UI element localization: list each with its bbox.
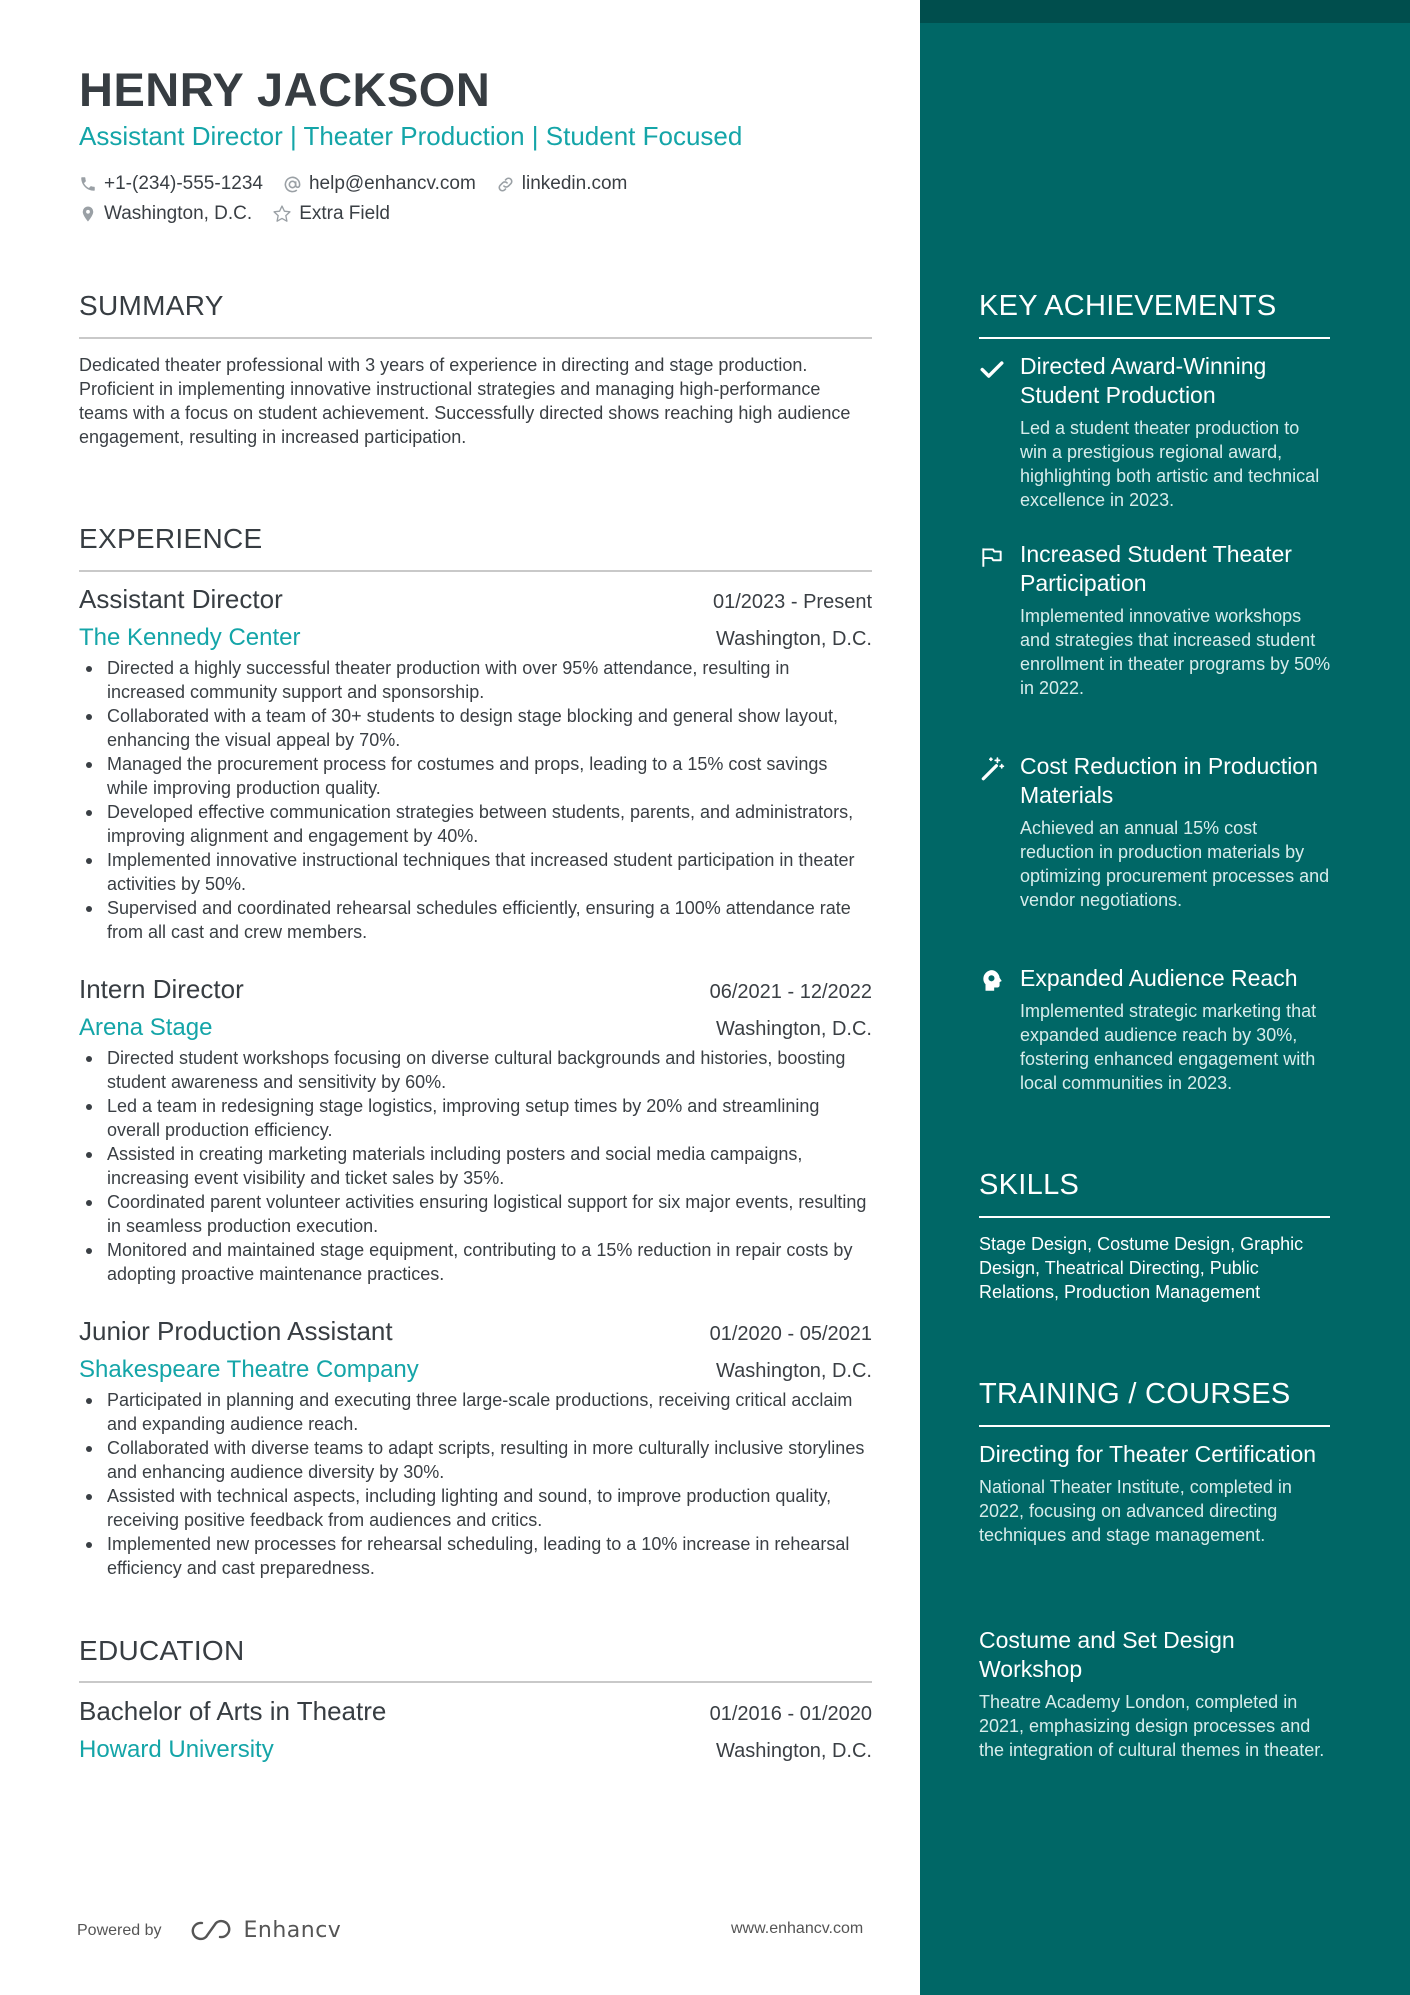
education-location: Washington, D.C. <box>716 1740 872 1762</box>
extra-field-contact <box>272 203 390 225</box>
checkmark-icon <box>979 356 1005 382</box>
at-icon <box>283 175 302 194</box>
achievement-item <box>979 752 1331 912</box>
achievement-title: Cost Reduction in Production Materials <box>1020 753 1318 808</box>
job-dates: 06/2021 - 12/2022 <box>709 981 872 1003</box>
job-company: Shakespeare Theatre Company <box>79 1356 419 1383</box>
tagline: Assistant Director | Theater Production | Student Focused <box>79 121 743 151</box>
star-icon <box>272 204 292 224</box>
job-dates: 01/2023 - Present <box>713 591 872 613</box>
job-bullet: Monitored and maintained stage equipment, contributing to a 15% reduction in repair costs by adopting proactive maintenance practices. <box>107 1238 872 1286</box>
job-bullets <box>79 1046 872 1286</box>
education-title: EDUCATION <box>79 1635 245 1666</box>
job-bullet: Directed student workshops focusing on diverse cultural backgrounds and histories, boosting student awareness and sensitivity by 60%. <box>107 1046 872 1094</box>
job-bullet: Directed a highly successful theater production with over 95% attendance, resulting in increased community support and sponsorship. <box>107 656 872 704</box>
contact-row-1 <box>79 173 647 195</box>
phone-text: +1-(234)-555-1234 <box>104 173 263 194</box>
job-bullets <box>79 656 872 944</box>
course-item <box>979 1440 1331 1547</box>
job-location: Washington, D.C. <box>716 1018 872 1040</box>
powered-by-text: Powered by <box>77 1921 162 1939</box>
experience-divider <box>79 570 872 572</box>
extra-field-text: Extra Field <box>299 203 390 224</box>
training-divider <box>979 1425 1330 1427</box>
job-entry <box>79 974 872 1286</box>
summary-divider <box>79 337 872 339</box>
skills-title: SKILLS <box>979 1169 1080 1201</box>
course-item <box>979 1626 1331 1762</box>
job-bullet: Led a team in redesigning stage logistics, improving setup times by 20% and streamlining overall production efficiency. <box>107 1094 872 1142</box>
head-idea-icon <box>979 968 1005 994</box>
phone-contact <box>79 173 263 195</box>
course-desc: National Theater Institute, completed in 2022, focusing on advanced directing techniques and stage management. <box>979 1477 1292 1545</box>
flag-icon <box>979 544 1005 570</box>
degree: Bachelor of Arts in Theatre <box>79 1696 387 1726</box>
job-bullet: Collaborated with a team of 30+ students to design stage blocking and general show layout, enhancing the visual appeal by 70%. <box>107 704 872 752</box>
job-role: Intern Director <box>79 974 244 1004</box>
school: Howard University <box>79 1736 274 1763</box>
contact-row-2 <box>79 203 410 225</box>
email-text[interactable]: help@enhancv.com <box>308 173 476 194</box>
achievement-title: Directed Award-Winning Student Production <box>1020 353 1267 408</box>
job-bullet: Collaborated with diverse teams to adapt scripts, resulting in more culturally inclusive storylines and enhancing audience diversity by 30%. <box>107 1436 872 1484</box>
job-role: Assistant Director <box>79 584 283 614</box>
achievement-title: Expanded Audience Reach <box>1020 965 1298 991</box>
job-bullet: Developed effective communication strategies between students, parents, and administrators, improving alignment and engagement by 40%. <box>107 800 872 848</box>
skills-text: Stage Design, Costume Design, Graphic Design, Theatrical Directing, Public Relations, Production Management <box>979 1234 1304 1302</box>
education-dates: 01/2016 - 01/2020 <box>709 1703 872 1725</box>
job-bullet: Assisted in creating marketing materials including posters and social media campaigns, increasing event visibility and ticket sales by 35%. <box>107 1142 872 1190</box>
achievement-title: Increased Student Theater Participation <box>1020 541 1292 596</box>
magic-wand-icon <box>979 756 1005 782</box>
training-title: TRAINING / COURSES <box>979 1378 1291 1410</box>
location-contact <box>79 203 252 225</box>
course-title: Costume and Set Design Workshop <box>979 1627 1235 1682</box>
job-role: Junior Production Assistant <box>79 1316 393 1346</box>
candidate-name: HENRY JACKSON <box>79 63 491 116</box>
achievement-item <box>979 540 1331 700</box>
summary-title: SUMMARY <box>79 290 224 321</box>
phone-icon <box>79 175 97 193</box>
job-bullet: Implemented new processes for rehearsal scheduling, leading to a 10% increase in rehearsal efficiency and cast preparedness. <box>107 1532 872 1580</box>
summary-text: Dedicated theater professional with 3 years of experience in directing and stage production. Proficient in implementing innovative instructional strategies and managing high-performance teams with a focus on student achievement. Successfully directed shows reaching high audience engagement, resulting in increased participation. <box>79 355 851 447</box>
linkedin-text[interactable]: linkedin.com <box>521 173 628 194</box>
sidebar-top-band <box>920 0 1410 23</box>
brand-name: Enhancv <box>243 1918 342 1943</box>
achievement-desc: Implemented strategic marketing that expanded audience reach by 30%, fostering enhanced engagement with local communities in 2023. <box>1020 1001 1317 1093</box>
enhancv-logo-icon <box>188 1919 234 1943</box>
job-entry <box>79 584 872 944</box>
location-pin-icon <box>79 204 97 224</box>
skills-divider <box>979 1216 1330 1218</box>
education-entry <box>79 1696 872 1764</box>
job-entry <box>79 1316 872 1580</box>
email-contact[interactable] <box>283 173 476 195</box>
footer-branding <box>77 1918 341 1943</box>
job-dates: 01/2020 - 05/2021 <box>709 1323 872 1345</box>
course-desc: Theatre Academy London, completed in 2021, emphasizing design processes and the integration of cultural themes in theater. <box>979 1692 1325 1760</box>
achievement-item <box>979 352 1331 512</box>
achievement-desc: Led a student theater production to win a prestigious regional award, highlighting both artistic and technical excellence in 2023. <box>1020 418 1320 510</box>
job-bullet: Coordinated parent volunteer activities ensuring logistical support for six major events, resulting in seamless production execution. <box>107 1190 872 1238</box>
job-location: Washington, D.C. <box>716 628 872 650</box>
achievement-desc: Achieved an annual 15% cost reduction in production materials by optimizing procurement processes and vendor negotiations. <box>1020 818 1330 910</box>
link-icon <box>496 175 515 194</box>
location-text: Washington, D.C. <box>104 203 253 224</box>
job-bullets <box>79 1388 872 1580</box>
job-location: Washington, D.C. <box>716 1360 872 1382</box>
achievement-item <box>979 964 1331 1095</box>
achievement-desc: Implemented innovative workshops and strategies that increased student enrollment in theater programs by 50% in 2022. <box>1020 606 1331 698</box>
job-company: Arena Stage <box>79 1014 213 1041</box>
footer-url[interactable]: www.enhancv.com <box>731 1920 864 1937</box>
linkedin-contact[interactable] <box>496 173 628 195</box>
education-divider <box>79 1681 872 1683</box>
job-company: The Kennedy Center <box>79 624 301 651</box>
job-bullet: Assisted with technical aspects, including lighting and sound, to improve production quality, receiving positive feedback from audiences and critics. <box>107 1484 872 1532</box>
job-bullet: Implemented innovative instructional techniques that increased student participation in theater activities by 50%. <box>107 848 872 896</box>
job-bullet: Participated in planning and executing three large-scale productions, receiving critical acclaim and expanding audience reach. <box>107 1388 872 1436</box>
achievements-title: KEY ACHIEVEMENTS <box>979 290 1277 322</box>
experience-title: EXPERIENCE <box>79 523 263 554</box>
job-bullet: Managed the procurement process for costumes and props, leading to a 15% cost savings while improving production quality. <box>107 752 872 800</box>
achievements-divider <box>979 337 1330 339</box>
job-bullet: Supervised and coordinated rehearsal schedules efficiently, ensuring a 100% attendance rate from all cast and crew members. <box>107 896 872 944</box>
course-title: Directing for Theater Certification <box>979 1441 1317 1467</box>
